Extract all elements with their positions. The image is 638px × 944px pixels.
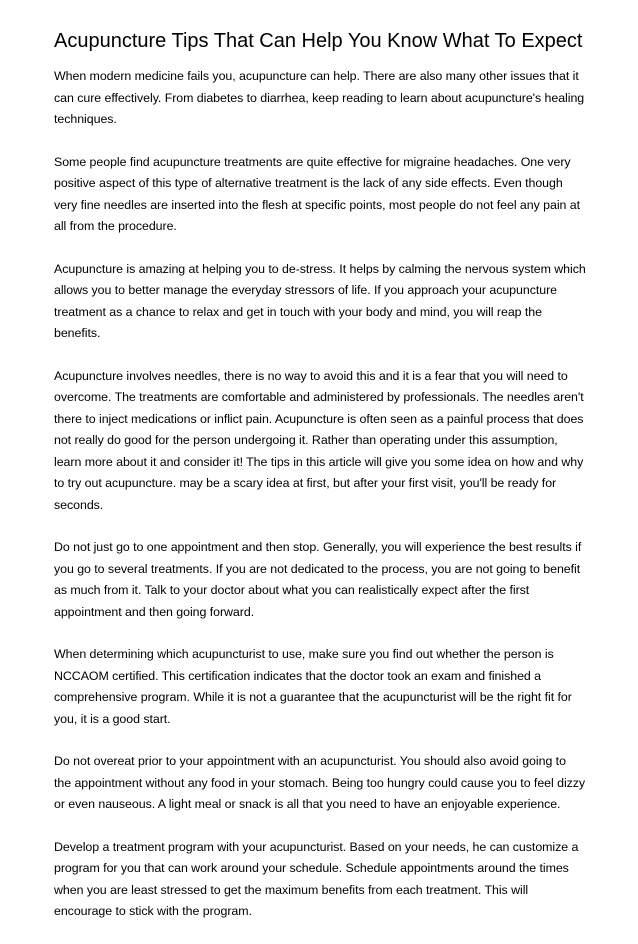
paragraph-overeat: Do not overeat prior to your appointment with an acupuncturist. You should also avoid going to the appointment without any food in your stomach. Being too hungry could cause you to feel dizzy or even nauseous. A light meal or snack is all that you need to have an enjoyable experience.: [54, 754, 586, 811]
document-page: [54, 28, 586, 944]
paragraph-migraine: Some people find acupuncture treatments are quite effective for migraine headaches. One very positive aspect of this type of alternative treatment is the lack of any side effects. Even though very fine needles are inserted into the flesh at specific points, most people do not feel any pain at all from the procedure.: [54, 154, 581, 233]
paragraph-intro: When modern medicine fails you, acupuncture can help. There are also many other issues that it can cure effectively. From diabetes to diarrhea, keep reading to learn about acupuncture's healing techniques.: [54, 69, 585, 126]
page-title: Acupuncture Tips That Can Help You Know What To Expect: [54, 30, 583, 52]
paragraph-nccaom: When determining which acupuncturist to use, make sure you find out whether the person is NCCAOM certified. This certification indicates that the doctor took an exam and finished a comprehensive program. While it is not a guarantee that the acupuncturist will be the right fit for you, it is a good start.: [54, 647, 572, 726]
paragraph-de-stress: Acupuncture is amazing at helping you to de-stress. It helps by calming the nervous system which allows you to better manage the everyday stressors of life. If you approach your acupuncture treatment as a chance to relax and get in touch with your body and mind, you will reap the benefits.: [54, 261, 586, 340]
paragraph-treatment-program: Develop a treatment program with your acupuncturist. Based on your needs, he can customize a program for you that can work around your schedule. Schedule appointments around the times when you are least stressed to get the maximum benefits from each treatment. This will encourage to stick with the program.: [54, 839, 579, 918]
paragraph-appointments: Do not just go to one appointment and then stop. Generally, you will experience the best results if you go to several treatments. If you are not dedicated to the process, you are not going to benefit as much from it. Talk to your doctor about what you can realistically expect after the first appointment and then going forward.: [54, 540, 582, 619]
paragraph-needles: Acupuncture involves needles, there is no way to avoid this and it is a fear that you will need to overcome. The treatments are comfortable and administered by professionals. The needles aren't there to inject medications or inflict pain. Acupuncture is often seen as a painful process that does not really do good for the person undergoing it. Rather than operating under this assumption, learn more about it and consider it! The tips in this article will give you some idea on how and why to try out acupuncture. may be a scary idea at first, but after your first visit, you'll be ready for seconds.: [54, 368, 584, 512]
